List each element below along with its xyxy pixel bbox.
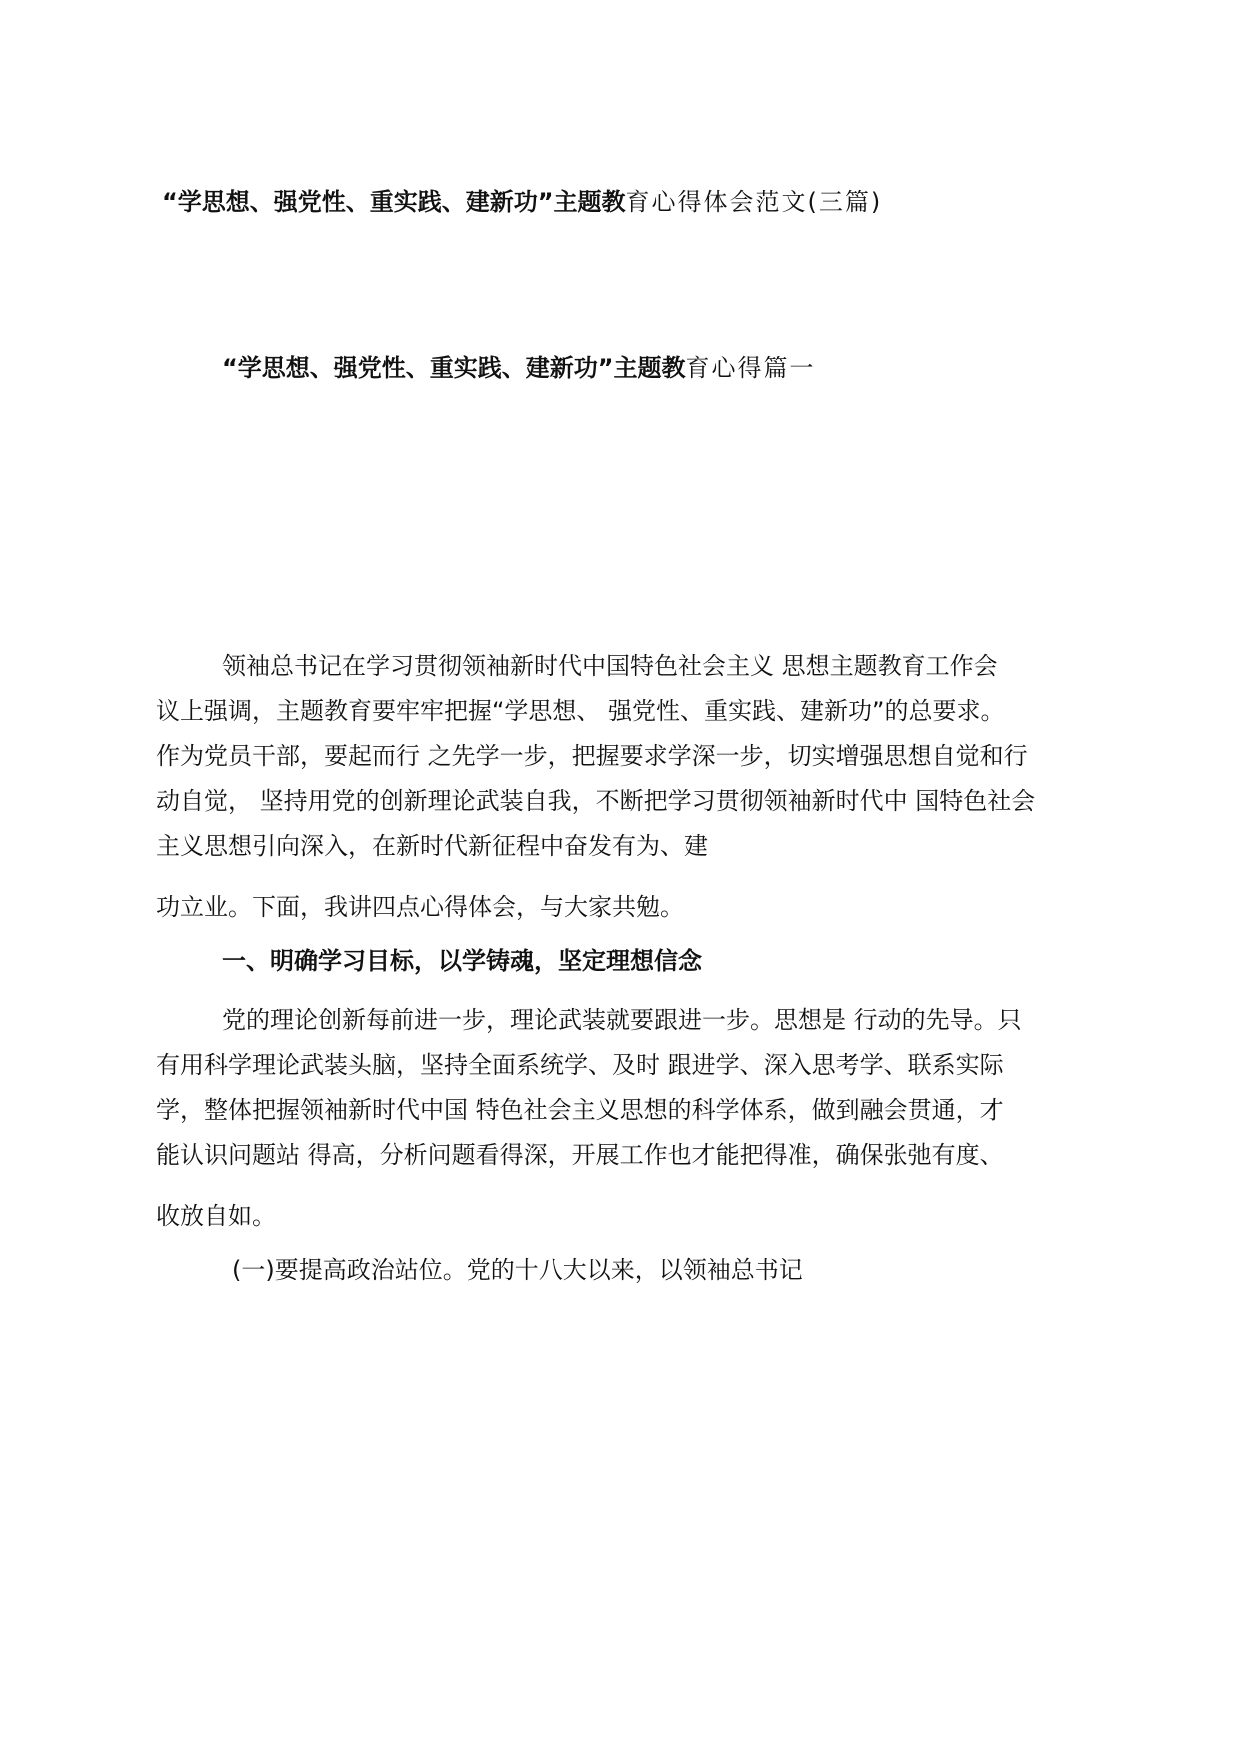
paragraph-2-line: 能认识问题站 得高，分析问题看得深，开展工作也才能把得准，确保张弛有度、	[156, 1141, 1004, 1169]
article-subtitle-light: 育心得篇一	[685, 354, 816, 382]
article-subtitle-bold: “学思想、强党性、重实践、建新功”主题教	[222, 354, 686, 382]
paragraph-1-line: 领袖总书记在学习贯彻领袖新时代中国特色社会主义 思想主题教育工作会	[222, 652, 998, 680]
paragraph-1-tail: 功立业。下面，我讲四点心得体会，与大家共勉。	[156, 893, 684, 921]
paragraph-2-line: 学，整体把握领袖新时代中国 特色社会主义思想的科学体系，做到融会贯通，才	[156, 1096, 1004, 1124]
paragraph-2-tail: 收放自如。	[156, 1202, 276, 1230]
document-title-light: 育心得体会范文(三篇)	[625, 188, 883, 216]
paragraph-2-line: 有用科学理论武装头脑，坚持全面系统学、及时 跟进学、深入思考学、联系实际	[156, 1051, 1004, 1079]
paragraph-1-line: 动自觉， 坚持用党的创新理论武装自我，不断把学习贯彻领袖新时代中 国特色社会	[156, 787, 1036, 815]
article-subtitle	[222, 352, 816, 384]
section-1-heading: 一、明确学习目标，以学铸魂，坚定理想信念	[222, 947, 702, 975]
document-title	[162, 186, 882, 218]
paragraph-1-line: 作为党员干部，要起而行 之先学一步，把握要求学深一步，切实增强思想自觉和行	[156, 742, 1028, 770]
paragraph-2-line: 党的理论创新每前进一步，理论武装就要跟进一步。思想是 行动的先导。只	[222, 1006, 1022, 1034]
document-title-bold: “学思想、强党性、重实践、建新功”主题教	[162, 188, 626, 216]
subsection-1: (一)要提高政治站位。党的十八大以来，以领袖总书记	[232, 1256, 803, 1284]
paragraph-1-line: 主义思想引向深入，在新时代新征程中奋发有为、建	[156, 832, 708, 860]
paragraph-1-line: 议上强调，主题教育要牢牢把握“学思想、 强党性、重实践、建新功”的总要求。	[156, 697, 1005, 725]
